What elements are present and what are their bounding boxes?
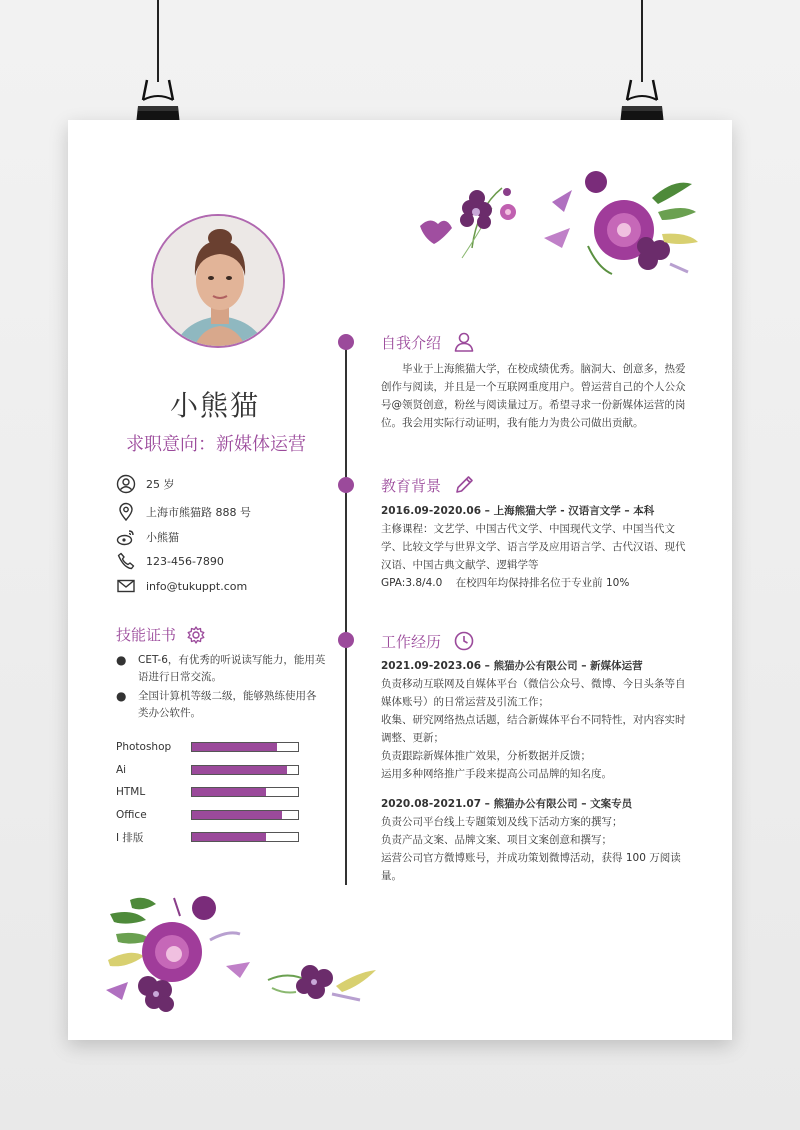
skill-bar-fill [192, 811, 282, 819]
education-courses: 主修课程：文艺学、中国古代文学、中国现代文学、中国当代文学、比较文学与世界文学、语言学及应用语言学、古代汉语、现代汉语、中国古典文献学、逻辑学等 [381, 523, 686, 571]
skill-bar-label: HTML [116, 786, 146, 798]
profile-photo [151, 214, 285, 348]
skill-bar-row [116, 808, 299, 822]
about-text: 毕业于上海熊猫大学，在校成绩优秀。脑洞大、创意多，热爱创作与阅读，并且是一个互联网重度用户。曾运营自己的个人公众号@领贤创意，粉丝与阅读量过万。希望寻求一份新媒体运营的岗位。我会用实际行动证明，我有能力为贵公司做出贡献。 [381, 363, 686, 429]
work-section-title [381, 630, 475, 652]
skill-bar-label: I 排版 [116, 831, 144, 844]
work-job-1 [381, 657, 693, 783]
info-text: info@tukuppt.com [146, 579, 248, 593]
skill-bar-row [116, 740, 299, 754]
education-section-title [381, 474, 475, 496]
phone-icon [116, 551, 136, 571]
info-text: 上海市熊猫路 888 号 [146, 506, 251, 519]
skill-certificate-list [116, 652, 326, 724]
pencil-icon [453, 474, 475, 496]
timeline-line [345, 340, 347, 885]
floral-decoration-top-icon [412, 168, 702, 288]
gear-icon [186, 625, 206, 645]
clock-icon [453, 630, 475, 652]
job-line: 负责跟踪新媒体推广效果，分析数据并反馈； [381, 750, 591, 762]
person-icon [453, 331, 475, 353]
info-email [116, 576, 247, 596]
skills-section-title [116, 624, 206, 645]
candidate-name: 小熊猫 [169, 389, 260, 422]
location-pin-icon [116, 502, 136, 522]
skill-bar-fill [192, 743, 277, 751]
skill-bar-fill [192, 766, 287, 774]
info-text: 123-456-7890 [146, 554, 224, 568]
floral-decoration-bottom-icon [100, 890, 390, 1020]
skill-bar-label: Ai [116, 763, 127, 776]
bullet-icon: ● [116, 689, 127, 703]
job-intent: 求职意向：新媒体运营 [126, 434, 306, 455]
skill-bar-label: Photoshop [116, 741, 172, 753]
job-line: 负责产品文案、品牌文案、项目文案创意和撰写； [381, 834, 612, 846]
section-title-text: 技能证书 [116, 626, 177, 644]
work-job-2 [381, 795, 693, 885]
skill-bar-track [191, 765, 299, 775]
list-item [116, 652, 326, 686]
section-title-text: 自我介绍 [381, 333, 442, 352]
job-heading: 2020.08-2021.07 – 熊猫办公有限公司 – 文案专员 [381, 798, 633, 810]
info-phone [116, 551, 224, 571]
timeline-dot-work [338, 632, 354, 648]
timeline-dot-about [338, 334, 354, 350]
bullet-icon: ● [116, 653, 127, 667]
user-icon [116, 474, 136, 494]
hanging-string-right [641, 0, 643, 82]
skill-bar-row [116, 763, 299, 777]
skill-bar-row [116, 785, 299, 799]
info-age [116, 474, 175, 494]
skill-bar-track [191, 742, 299, 752]
job-line: 运营公司官方微博账号，并成功策划微博活动，获得 100 万阅读量。 [381, 852, 681, 882]
section-title-text: 教育背景 [381, 476, 442, 495]
job-heading: 2021.09-2023.06 – 熊猫办公有限公司 – 新媒体运营 [381, 660, 643, 672]
job-line: 收集、研究网络热点话题，结合新媒体平台不同特性，对内容实时调整、更新； [381, 714, 686, 744]
info-text: 25 岁 [146, 478, 175, 491]
education-block [381, 502, 693, 592]
info-weibo [116, 527, 179, 547]
skill-text: CET-6，有优秀的听说读写能力，能用英语进行日常交流。 [138, 654, 326, 683]
job-line: 负责移动互联网及自媒体平台（微信公众号、微博、今日头条等自媒体账号）的日常运营及引流工作； [381, 678, 686, 708]
education-gpa: GPA:3.8/4.0 在校四年均保持排名位于专业前 10% [381, 577, 630, 589]
skill-bar-track [191, 832, 299, 842]
about-section-title [381, 331, 475, 353]
timeline-dot-education [338, 477, 354, 493]
education-heading: 2016.09-2020.06 – 上海熊猫大学 - 汉语言文学 – 本科 [381, 505, 655, 517]
skill-bar-label: Office [116, 808, 147, 821]
weibo-icon [116, 527, 136, 547]
list-item [116, 688, 326, 722]
skill-bar-fill [192, 788, 266, 796]
skill-bar-track [191, 810, 299, 820]
portrait-avatar-icon [153, 216, 285, 348]
section-title-text: 工作经历 [381, 632, 442, 651]
info-text: 小熊猫 [146, 531, 179, 544]
info-address [116, 502, 251, 522]
skill-bar-track [191, 787, 299, 797]
mail-icon [116, 576, 136, 596]
skill-bar-fill [192, 833, 266, 841]
job-line: 运用多种网络推广手段来提高公司品牌的知名度。 [381, 768, 612, 780]
hanging-string-left [157, 0, 159, 82]
skill-text: 全国计算机等级二级，能够熟练使用各类办公软件。 [138, 690, 317, 719]
job-line: 负责公司平台线上专题策划及线下活动方案的撰写； [381, 816, 623, 828]
skill-bar-row [116, 830, 299, 844]
